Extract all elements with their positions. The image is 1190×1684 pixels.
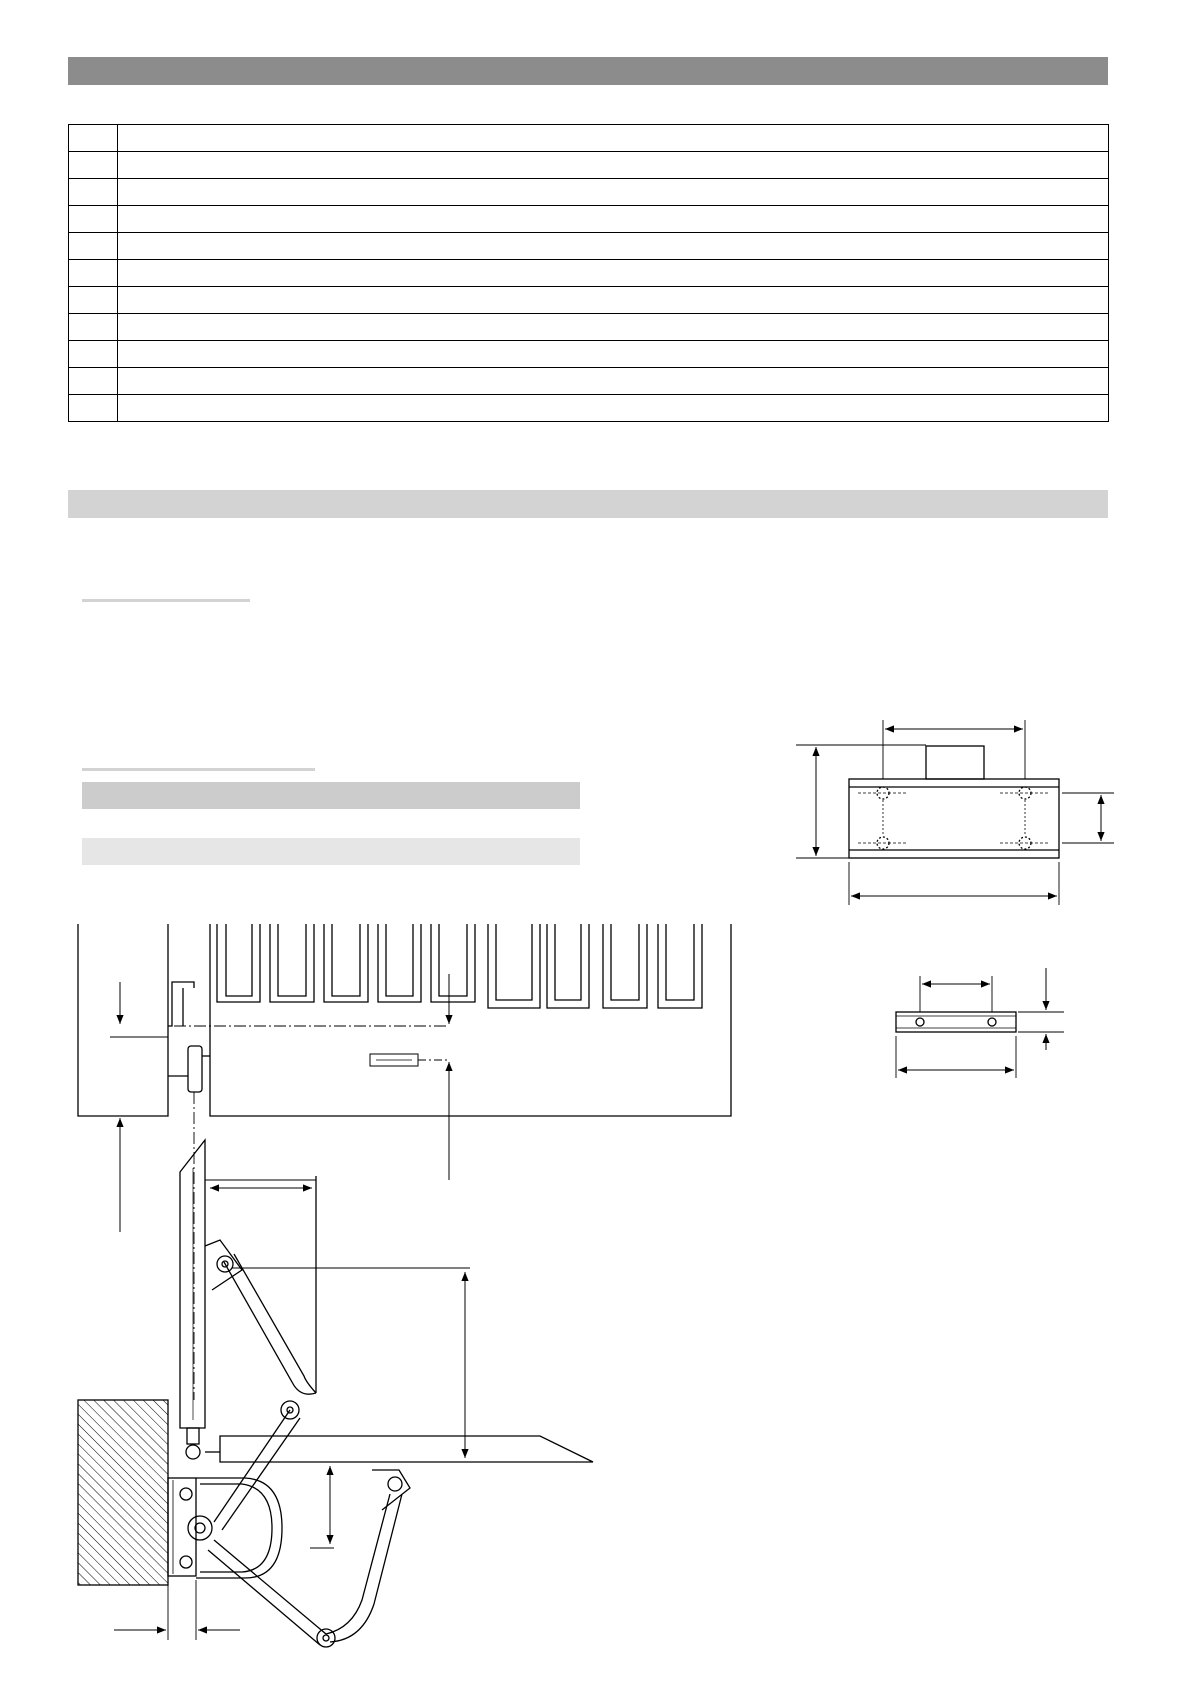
fixing-bar-drawing [896, 968, 1064, 1078]
bracket-plate-drawing [796, 720, 1114, 905]
plan-view-drawing [78, 1140, 593, 1647]
gate-elevation-drawing [78, 924, 731, 1400]
